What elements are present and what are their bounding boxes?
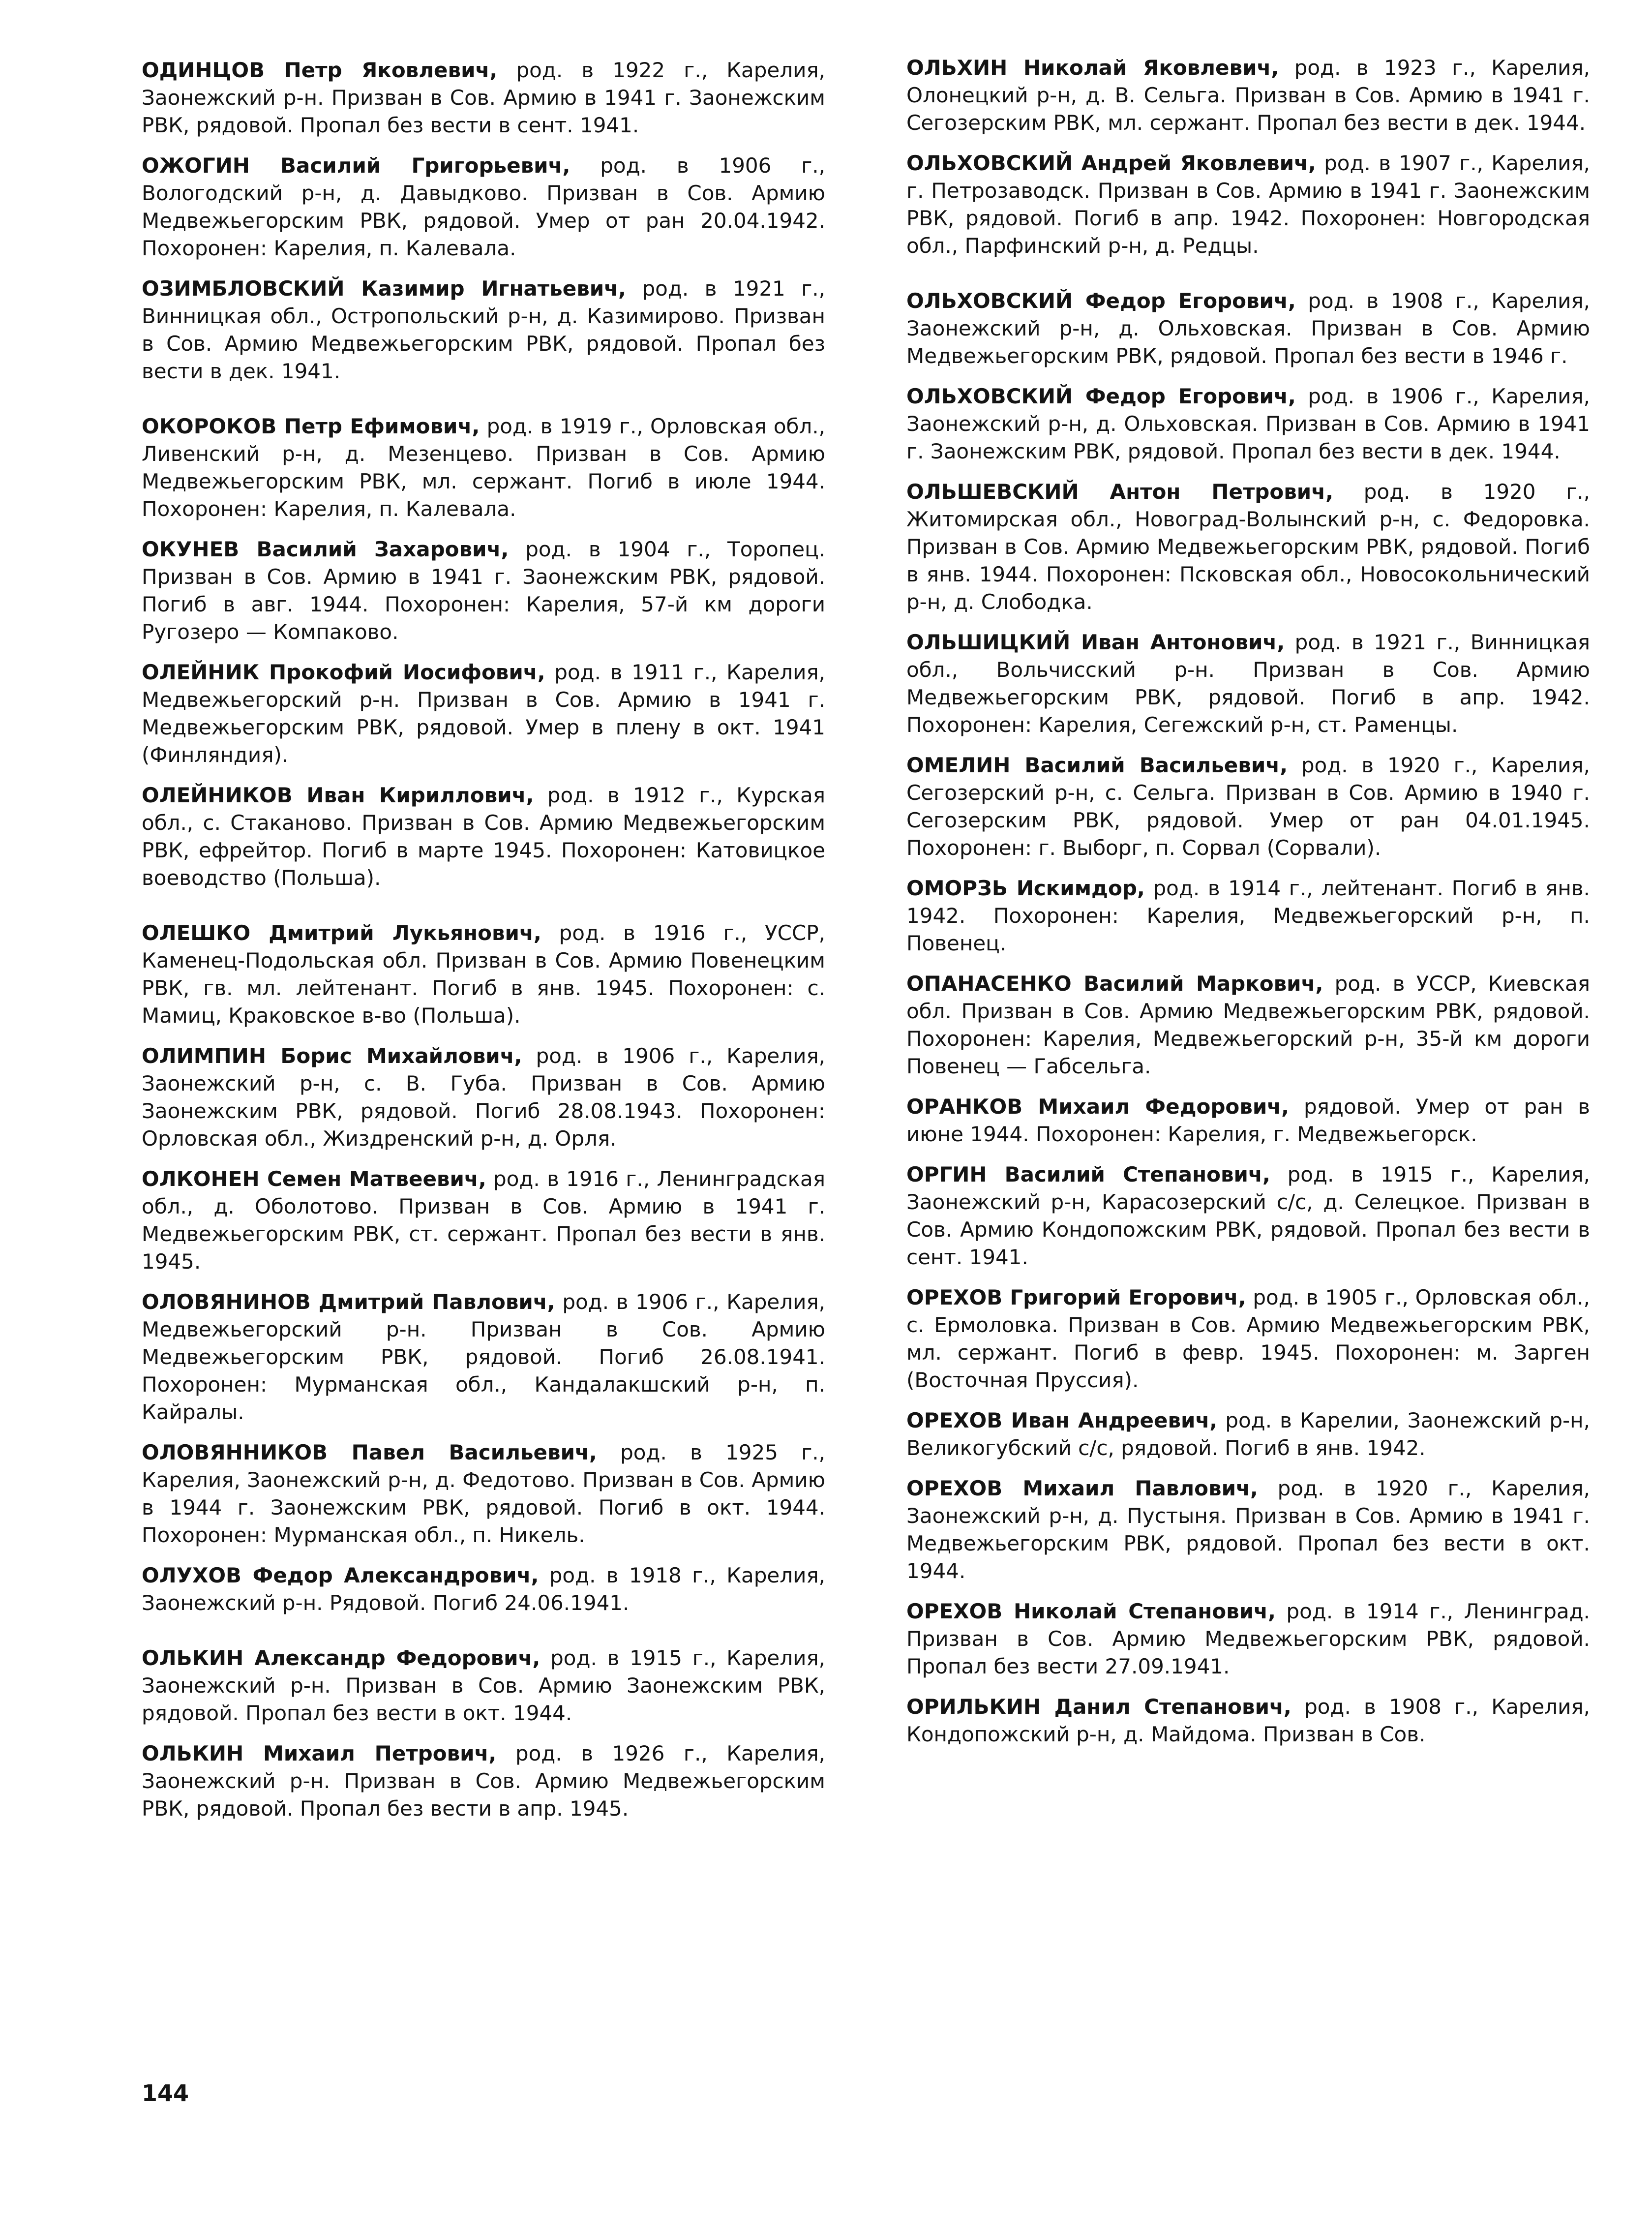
- person-name: ОКОРОКОВ Петр Ефимович,: [142, 414, 480, 438]
- person-details: род. в 1906 г., Карелия, Медвежьегорский р-н. Призван в Сов. Армию Медвежьегорским РВК, рядовой. Погиб 26.08.1941. Похоронен: Мурманская обл., Кандалакшский р-н, п. Кайралы.: [142, 1290, 825, 1424]
- person-name: ОЛЬКИН Александр Федорович,: [142, 1646, 541, 1670]
- person-entry: [142, 1562, 825, 1617]
- person-entry: [142, 782, 825, 892]
- person-entry: [142, 57, 825, 139]
- person-details: род. в 1907 г., Карелия, г. Петрозаводск. Призван в Сов. Армию в 1941 г. Заонежским РВК, рядовой. Погиб в апр. 1942. Похоронен: Новгородская обл., Парфинский р-н, д. Редцы.: [906, 151, 1590, 258]
- person-details: род. в 1905 г., Орловская обл., с. Ермоловка. Призван в Сов. Армию Медвежьегорским РВК, мл. сержант. Погиб в февр. 1945. Похоронен: м. Зарген (Восточная Пруссия).: [906, 1285, 1590, 1392]
- person-details: род. в 1908 г., Карелия, Заонежский р-н, д. Ольховская. Призван в Сов. Армию Медвежьегорским РВК, рядовой. Пропал без вести в 1946 г.: [906, 289, 1591, 368]
- person-entry: [142, 275, 825, 385]
- person-entry: [906, 1407, 1590, 1462]
- person-entry: [906, 1161, 1590, 1271]
- person-details: род. в 1904 г., Торопец. Призван в Сов. Армию в 1941 г. Заонежским РВК, рядовой. Погиб в авг. 1944. Похоронен: Карелия, 57-й км дороги Ругозеро — Компаково.: [142, 537, 826, 644]
- person-details: род. в 1916 г., УССР, Каменец-Подольская обл. Призван в Сов. Армию Повенецким РВК, гв. мл. лейтенант. Погиб в янв. 1945. Похоронен: с. Мамиц, Краковское в-во (Польша).: [142, 921, 825, 1028]
- person-entry: [142, 1644, 825, 1727]
- person-entry: [142, 413, 825, 523]
- person-entry: [906, 970, 1590, 1080]
- person-details: род. в 1912 г., Курская обл., с. Стаканово. Призван в Сов. Армию Медвежьегорским РВК, ефрейтор. Погиб в марте 1945. Похоронен: Катовицкое воеводство (Польша).: [142, 783, 825, 890]
- person-details: рядовой. Умер от ран в июне 1944. Похоронен: Карелия, г. Медвежьегорск.: [906, 1094, 1591, 1146]
- person-details: род. в 1920 г., Житомирская обл., Новоград-Волынский р-н, с. Федоровка. Призван в Сов. Армию Медвежьегорским РВК, рядовой. Погиб в янв. 1944. Похоронен: Псковская обл., Новосокольнический р-н, д. Слободка.: [906, 480, 1590, 614]
- person-details: род. в 1916 г., Ленинградская обл., д. Оболотово. Призван в Сов. Армию в 1941 г. Медвежьегорским РВК, ст. сержант. Пропал без вести в янв. 1945.: [142, 1167, 825, 1274]
- person-entry: [906, 629, 1590, 739]
- person-name: ОЛЬШИЦКИЙ Иван Антонович,: [906, 630, 1285, 654]
- person-name: ОЛЕЙНИКОВ Иван Кириллович,: [142, 783, 534, 807]
- person-name: ОПАНАСЕНКО Василий Маркович,: [906, 972, 1323, 996]
- person-details: род. в 1914 г., Ленинград. Призван в Сов. Армию Медвежьегорским РВК, рядовой. Пропал без вести 27.09.1941.: [906, 1599, 1590, 1678]
- person-name: ОЛОВЯННИКОВ Павел Васильевич,: [142, 1440, 597, 1464]
- page-number: 144: [142, 2080, 189, 2106]
- person-details: род. в 1922 г., Карелия, Заонежский р-н. Призван в Сов. Армию в 1941 г. Заонежским РВК, рядовой. Пропал без вести в сент. 1941.: [142, 58, 825, 137]
- person-name: ОЛИМПИН Борис Михайлович,: [142, 1044, 522, 1068]
- right-column: [906, 54, 1590, 1761]
- person-name: ОРГИН Василий Степанович,: [906, 1162, 1270, 1186]
- person-entry: [142, 152, 825, 262]
- person-entry: [906, 383, 1590, 465]
- person-details: род. в 1906 г., Карелия, Заонежский р-н, д. Ольховская. Призван в Сов. Армию в 1941 г. Заонежским РВК, рядовой. Пропал без вести в дек. 1944.: [906, 384, 1591, 463]
- person-entry: [142, 1042, 825, 1153]
- person-details: род. в 1921 г., Винницкая обл., Вольчисский р-н. Призван в Сов. Армию Медвежьегорским РВК, рядовой. Погиб в апр. 1942. Похоронен: Карелия, Сегежский р-н, ст. Раменцы.: [906, 630, 1590, 737]
- person-details: род. в 1914 г., лейтенант. Погиб в янв. 1942. Похоронен: Карелия, Медвежьегорский р-н, п. Повенец.: [906, 876, 1590, 955]
- person-name: ОЛЬШЕВСКИЙ Антон Петрович,: [906, 480, 1334, 504]
- person-details: род. в 1920 г., Карелия, Сегозерский р-н, с. Сельга. Призван в Сов. Армию в 1940 г. Сегозерским РВК, рядовой. Умер от ран 04.01.1945. Похоронен: г. Выборг, п. Сорвал (Сорвали).: [906, 753, 1590, 860]
- person-entry: [906, 875, 1590, 957]
- person-details: род. в 1906 г., Вологодский р-н, д. Давыдково. Призван в Сов. Армию Медвежьегорским РВК, рядовой. Умер от ран 20.04.1942. Похоронен: Карелия, п. Калевала.: [142, 153, 825, 260]
- person-name: ОРЕХОВ Николай Степанович,: [906, 1599, 1276, 1623]
- person-details: род. в 1923 г., Карелия, Олонецкий р-н, д. В. Сельга. Призван в Сов. Армию в 1941 г. Сегозерским РВК, мл. сержант. Пропал без вести в дек. 1944.: [906, 56, 1590, 135]
- person-details: род. в 1918 г., Карелия, Заонежский р-н. Рядовой. Погиб 24.06.1941.: [142, 1563, 826, 1615]
- person-entry: [142, 659, 825, 769]
- person-entry: [906, 287, 1590, 370]
- person-details: род. в 1908 г., Карелия, Кондопожский р-н, д. Майдома. Призван в Сов.: [906, 1695, 1590, 1746]
- person-name: ОЗИМБЛОВСКИЙ Казимир Игнатьевич,: [142, 276, 626, 301]
- person-name: ОРЕХОВ Григорий Егорович,: [906, 1285, 1246, 1309]
- person-entry: [906, 1475, 1590, 1585]
- person-entry: [906, 1598, 1590, 1680]
- person-details: род. в УССР, Киевская обл. Призван в Сов. Армию Медвежьегорским РВК, рядовой. Похоронен: Карелия, Медвежьегорский р-н, 35-й км дороги Повенец — Габсельга.: [906, 972, 1590, 1078]
- person-details: род. в 1915 г., Карелия, Заонежский р-н, Карасозерский с/с, д. Селецкое. Призван в Сов. Армию Кондопожским РВК, рядовой. Пропал без вести в сент. 1941.: [906, 1162, 1590, 1269]
- person-name: ОЛКОНЕН Семен Матвеевич,: [142, 1167, 486, 1191]
- person-details: род. в 1919 г., Орловская обл., Ливенский р-н, д. Мезенцево. Призван в Сов. Армию Медвежьегорским РВК, мл. сержант. Погиб в июле 1944. Похоронен: Карелия, п. Калевала.: [142, 414, 825, 521]
- person-entry: [906, 752, 1590, 862]
- left-column: [142, 57, 825, 1835]
- person-details: род. в 1906 г., Карелия, Заонежский р-н, с. В. Губа. Призван в Сов. Армию Заонежским РВК, рядовой. Погиб 28.08.1943. Похоронен: Орловская обл., Жиздренский р-н, д. Орля.: [142, 1044, 826, 1151]
- person-entry: [142, 1288, 825, 1426]
- person-name: ОЛЬХОВСКИЙ Федор Егорович,: [906, 384, 1296, 408]
- person-entry: [906, 478, 1590, 616]
- person-entry: [906, 1093, 1590, 1148]
- person-entry: [142, 1165, 825, 1276]
- person-name: ОЛЬКИН Михаил Петрович,: [142, 1741, 497, 1765]
- person-name: ОКУНЕВ Василий Захарович,: [142, 537, 509, 561]
- person-entry: [906, 1693, 1590, 1748]
- person-details: род. в 1925 г., Карелия, Заонежский р-н, д. Федотово. Призван в Сов. Армию в 1944 г. Заонежским РВК, рядовой. Погиб в окт. 1944. Похоронен: Мурманская обл., п. Никель.: [142, 1440, 825, 1547]
- person-entry: [906, 150, 1590, 260]
- person-name: ОЛЬХОВСКИЙ Федор Егорович,: [906, 289, 1296, 313]
- person-details: род. в 1921 г., Винницкая обл., Остропольский р-н, д. Казимирово. Призван в Сов. Армию Медвежьегорским РВК, рядовой. Пропал без вести в дек. 1941.: [142, 276, 826, 383]
- person-details: род. в 1920 г., Карелия, Заонежский р-н, д. Пустыня. Призван в Сов. Армию в 1941 г. Медвежьегорским РВК, рядовой. Пропал без вести в окт. 1944.: [906, 1476, 1590, 1583]
- person-name: ОЖОГИН Василий Григорьевич,: [142, 153, 571, 178]
- person-entry: [142, 1439, 825, 1549]
- person-details: род. в 1926 г., Карелия, Заонежский р-н. Призван в Сов. Армию Медвежьегорским РВК, рядовой. Пропал без вести в апр. 1945.: [142, 1741, 826, 1821]
- person-name: ОЛОВЯНИНОВ Дмитрий Павлович,: [142, 1290, 555, 1314]
- person-name: ОМЕЛИН Василий Васильевич,: [906, 753, 1288, 777]
- person-name: ОЛЕЙНИК Прокофий Иосифович,: [142, 660, 545, 684]
- person-entry: [142, 919, 825, 1030]
- person-name: ОРИЛЬКИН Данил Степанович,: [906, 1695, 1292, 1719]
- person-name: ОРЕХОВ Иван Андреевич,: [906, 1408, 1218, 1432]
- person-entry: [142, 536, 825, 646]
- person-entry: [142, 1740, 825, 1823]
- person-name: ОРЕХОВ Михаил Павлович,: [906, 1476, 1258, 1500]
- person-name: ОЛУХОВ Федор Александрович,: [142, 1563, 539, 1587]
- person-entry: [906, 1284, 1590, 1394]
- person-details: род. в Карелии, Заонежский р-н, Великогубский с/с, рядовой. Погиб в янв. 1942.: [906, 1408, 1590, 1460]
- person-name: ОЛЬХИН Николай Яковлевич,: [906, 56, 1279, 80]
- person-name: ОДИНЦОВ Петр Яковлевич,: [142, 58, 498, 82]
- person-details: род. в 1911 г., Карелия, Медвежьегорский р-н. Призван в Сов. Армию в 1941 г. Медвежьегорским РВК, рядовой. Умер в плену в окт. 1941 (Финляндия).: [142, 660, 825, 767]
- person-name: ОМОРЗЬ Искимдор,: [906, 876, 1145, 900]
- person-entry: [906, 54, 1590, 137]
- person-details: род. в 1915 г., Карелия, Заонежский р-н. Призван в Сов. Армию Заонежским РВК, рядовой. Пропал без вести в окт. 1944.: [142, 1646, 826, 1725]
- person-name: ОЛЕШКО Дмитрий Лукьянович,: [142, 921, 541, 945]
- person-name: ОЛЬХОВСКИЙ Андрей Яковлевич,: [906, 151, 1316, 175]
- person-name: ОРАНКОВ Михаил Федорович,: [906, 1094, 1290, 1119]
